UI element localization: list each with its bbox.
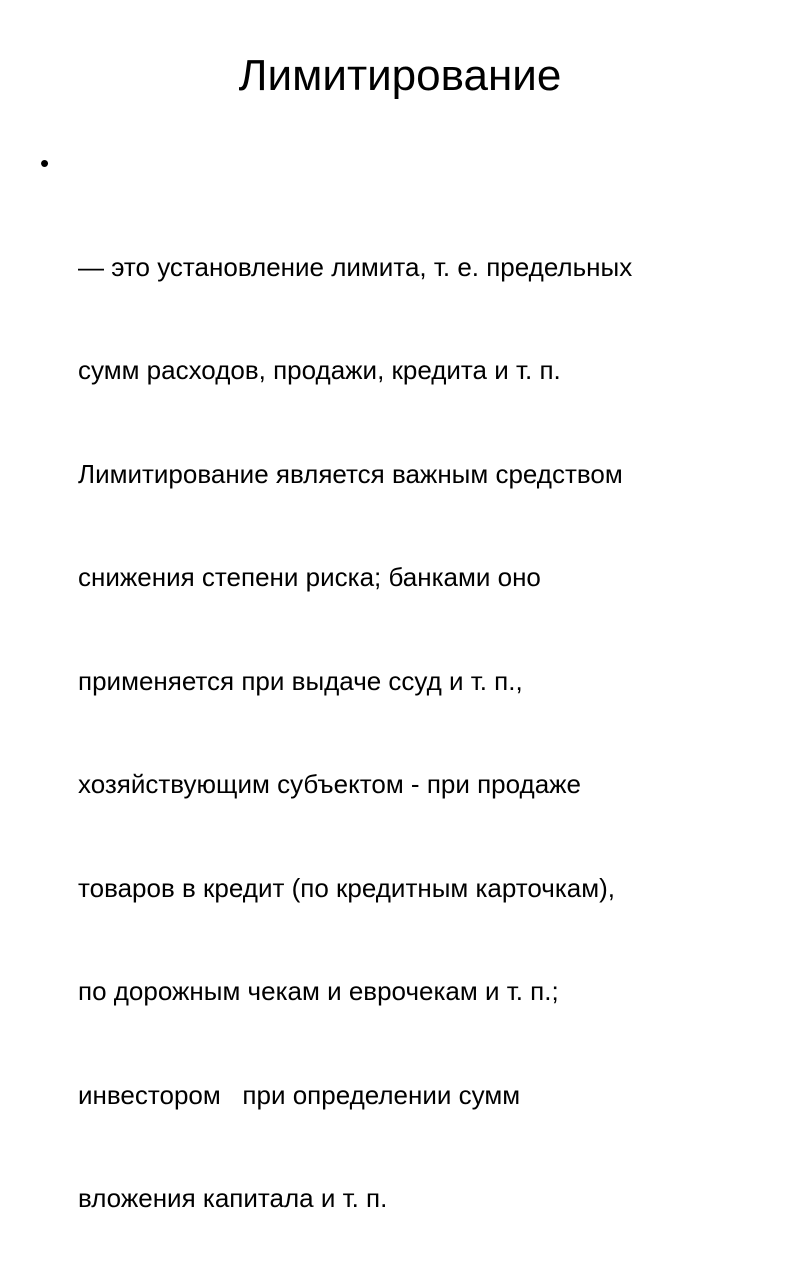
body-line: инвестором при определении сумм — [78, 1079, 521, 1110]
body-line: сумм расходов, продажи, кредита и т. п. — [78, 355, 561, 385]
body-line: Лимитирование является важным средством — [78, 458, 623, 489]
bullet-icon: • — [40, 148, 50, 178]
body-line: вложения капитала и т. п. — [78, 1183, 388, 1213]
body-line: по дорожным чекам и еврочекам и т. п.; — [78, 976, 559, 1006]
body-line: применяется при выдаче ссуд и т. п., — [78, 665, 523, 696]
body-line: хозяйствующим субъектом - при продаже — [78, 769, 582, 799]
body-line: товаров в кредит (по кредитным карточкам), — [78, 872, 615, 903]
body-list — [40, 146, 760, 1285]
slide-title: Лимитирование — [238, 51, 562, 100]
list-item — [40, 146, 760, 1285]
body-line: снижения степени риска; банками оно — [78, 562, 541, 592]
body-line: — это установление лимита, т. е. предельных — [78, 251, 633, 282]
